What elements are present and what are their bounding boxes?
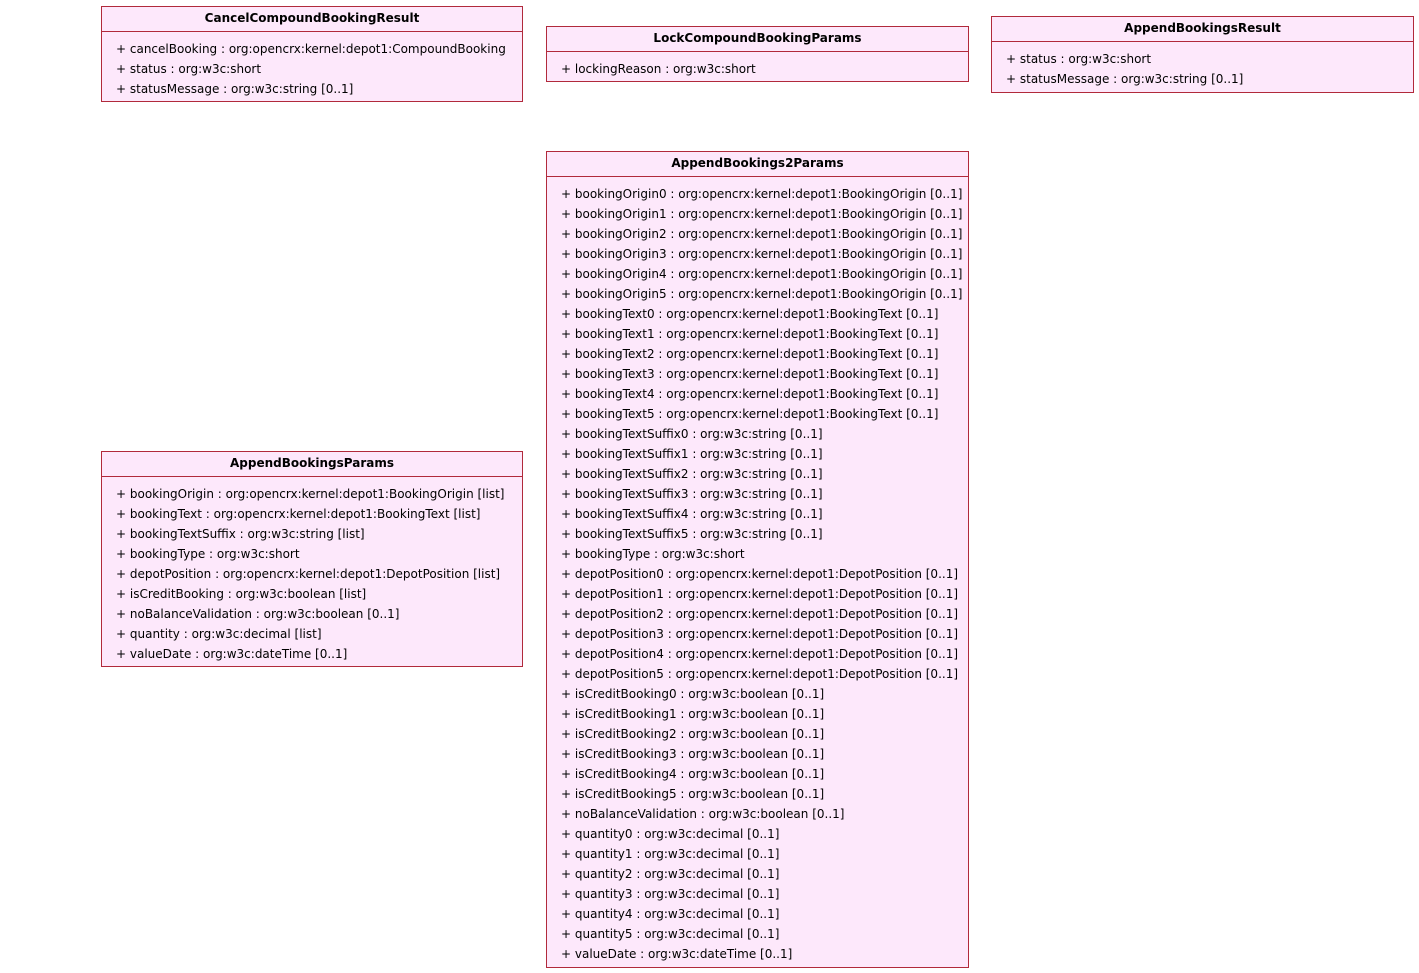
class-attribute: + bookingTextSuffix5 : org:w3c:string [0..1] [561, 527, 823, 541]
class-attribute: + bookingType : org:w3c:short [561, 547, 745, 561]
class-box-lock-compound-booking-params [546, 26, 969, 82]
class-attribute: + bookingType : org:w3c:short [116, 547, 300, 561]
class-attribute: + status : org:w3c:short [1006, 52, 1152, 66]
class-attribute: + isCreditBooking4 : org:w3c:boolean [0..1] [561, 767, 825, 781]
class-attribute: + bookingTextSuffix0 : org:w3c:string [0..1] [561, 427, 823, 441]
class-name: AppendBookingsResult [992, 17, 1413, 42]
attribute-list [992, 42, 1413, 89]
class-attribute: + bookingTextSuffix : org:w3c:string [list] [116, 527, 365, 541]
class-attribute: + depotPosition1 : org:opencrx:kernel:depot1:DepotPosition [0..1] [561, 587, 959, 601]
class-attribute: + bookingTextSuffix4 : org:w3c:string [0..1] [561, 507, 823, 521]
class-attribute: + noBalanceValidation : org:w3c:boolean [0..1] [116, 607, 400, 621]
class-attribute: + bookingTextSuffix3 : org:w3c:string [0..1] [561, 487, 823, 501]
class-attribute: + valueDate : org:w3c:dateTime [0..1] [116, 647, 348, 661]
class-box-append-bookings-params [101, 451, 523, 667]
attribute-list [547, 52, 968, 79]
class-attribute: + quantity0 : org:w3c:decimal [0..1] [561, 827, 780, 841]
class-attribute: + isCreditBooking0 : org:w3c:boolean [0..1] [561, 687, 825, 701]
class-attribute: + bookingText3 : org:opencrx:kernel:depot1:BookingText [0..1] [561, 367, 939, 381]
class-attribute: + statusMessage : org:w3c:string [0..1] [1006, 72, 1244, 86]
class-attribute: + lockingReason : org:w3c:short [561, 62, 756, 76]
class-attribute: + isCreditBooking : org:w3c:boolean [list] [116, 587, 367, 601]
class-attribute: + depotPosition4 : org:opencrx:kernel:depot1:DepotPosition [0..1] [561, 647, 959, 661]
class-box-cancel-compound-booking-result [101, 6, 523, 102]
class-attribute: + status : org:w3c:short [116, 62, 262, 76]
class-attribute: + quantity : org:w3c:decimal [list] [116, 627, 322, 641]
class-name: CancelCompoundBookingResult [102, 7, 522, 32]
class-name: LockCompoundBookingParams [547, 27, 968, 52]
class-attribute: + depotPosition2 : org:opencrx:kernel:depot1:DepotPosition [0..1] [561, 607, 959, 621]
class-name: AppendBookings2Params [547, 152, 968, 177]
class-attribute: + bookingTextSuffix2 : org:w3c:string [0..1] [561, 467, 823, 481]
class-attribute: + quantity4 : org:w3c:decimal [0..1] [561, 907, 780, 921]
class-attribute: + quantity3 : org:w3c:decimal [0..1] [561, 887, 780, 901]
class-attribute: + depotPosition5 : org:opencrx:kernel:depot1:DepotPosition [0..1] [561, 667, 959, 681]
attribute-list [102, 477, 522, 664]
class-attribute: + quantity2 : org:w3c:decimal [0..1] [561, 867, 780, 881]
class-attribute: + isCreditBooking5 : org:w3c:boolean [0..1] [561, 787, 825, 801]
class-attribute: + bookingOrigin4 : org:opencrx:kernel:depot1:BookingOrigin [0..1] [561, 267, 963, 281]
class-attribute: + bookingOrigin0 : org:opencrx:kernel:depot1:BookingOrigin [0..1] [561, 187, 963, 201]
class-attribute: + isCreditBooking1 : org:w3c:boolean [0..1] [561, 707, 825, 721]
class-box-append-bookings-result [991, 16, 1414, 93]
class-attribute: + valueDate : org:w3c:dateTime [0..1] [561, 947, 793, 961]
class-attribute: + cancelBooking : org:opencrx:kernel:depot1:CompoundBooking [116, 42, 506, 56]
class-attribute: + statusMessage : org:w3c:string [0..1] [116, 82, 354, 96]
class-attribute: + isCreditBooking3 : org:w3c:boolean [0..1] [561, 747, 825, 761]
class-attribute: + bookingText0 : org:opencrx:kernel:depot1:BookingText [0..1] [561, 307, 939, 321]
class-attribute: + isCreditBooking2 : org:w3c:boolean [0..1] [561, 727, 825, 741]
class-attribute: + bookingTextSuffix1 : org:w3c:string [0..1] [561, 447, 823, 461]
class-attribute: + bookingOrigin1 : org:opencrx:kernel:depot1:BookingOrigin [0..1] [561, 207, 963, 221]
class-attribute: + depotPosition0 : org:opencrx:kernel:depot1:DepotPosition [0..1] [561, 567, 959, 581]
class-attribute: + bookingOrigin : org:opencrx:kernel:depot1:BookingOrigin [list] [116, 487, 505, 501]
class-attribute: + bookingText : org:opencrx:kernel:depot1:BookingText [list] [116, 507, 481, 521]
class-attribute: + bookingOrigin3 : org:opencrx:kernel:depot1:BookingOrigin [0..1] [561, 247, 963, 261]
class-attribute: + depotPosition : org:opencrx:kernel:depot1:DepotPosition [list] [116, 567, 501, 581]
class-attribute: + bookingText1 : org:opencrx:kernel:depot1:BookingText [0..1] [561, 327, 939, 341]
class-attribute: + bookingText5 : org:opencrx:kernel:depot1:BookingText [0..1] [561, 407, 939, 421]
class-attribute: + quantity5 : org:w3c:decimal [0..1] [561, 927, 780, 941]
attribute-list [547, 177, 968, 964]
class-attribute: + noBalanceValidation : org:w3c:boolean [0..1] [561, 807, 845, 821]
class-box-append-bookings2-params [546, 151, 969, 968]
class-attribute: + bookingText4 : org:opencrx:kernel:depot1:BookingText [0..1] [561, 387, 939, 401]
class-attribute: + depotPosition3 : org:opencrx:kernel:depot1:DepotPosition [0..1] [561, 627, 959, 641]
class-attribute: + quantity1 : org:w3c:decimal [0..1] [561, 847, 780, 861]
class-attribute: + bookingOrigin5 : org:opencrx:kernel:depot1:BookingOrigin [0..1] [561, 287, 963, 301]
class-attribute: + bookingText2 : org:opencrx:kernel:depot1:BookingText [0..1] [561, 347, 939, 361]
class-name: AppendBookingsParams [102, 452, 522, 477]
attribute-list [102, 32, 522, 99]
class-attribute: + bookingOrigin2 : org:opencrx:kernel:depot1:BookingOrigin [0..1] [561, 227, 963, 241]
